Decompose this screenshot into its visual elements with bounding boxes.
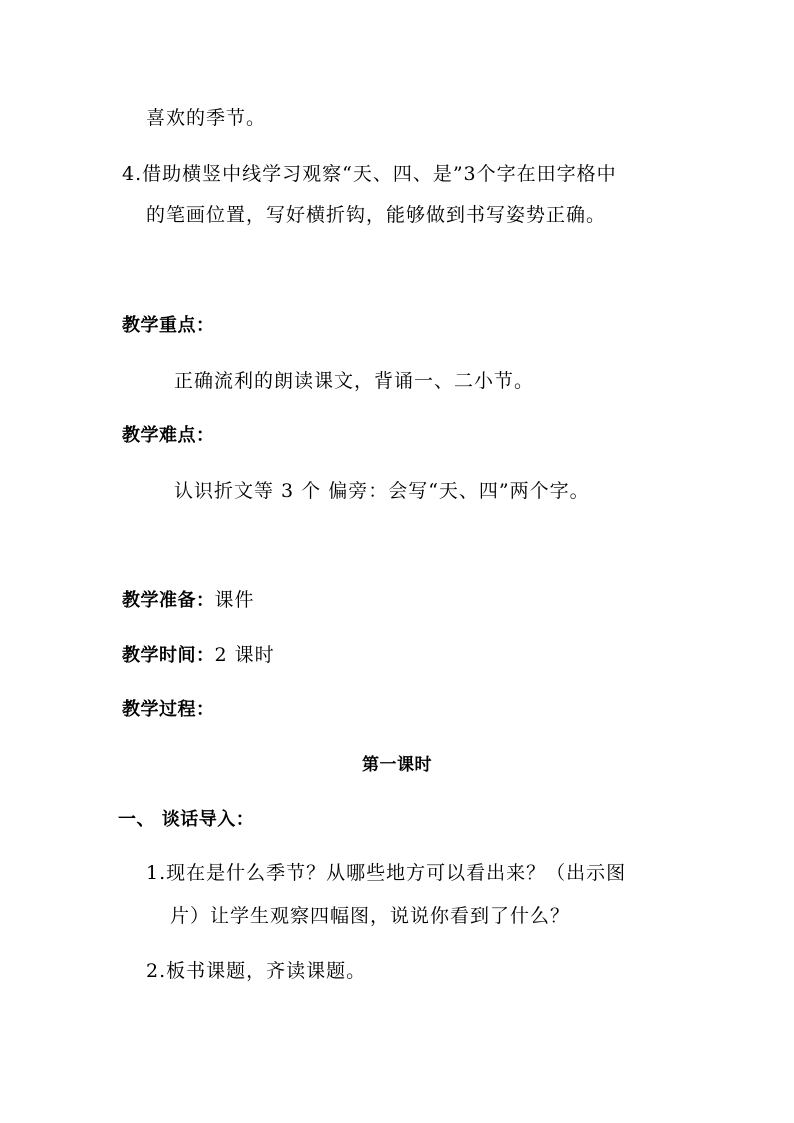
- section-1-heading: 一、 谈话导入：: [118, 809, 255, 830]
- objective-4-line-2: 的笔画位置，写好横折钩，能够做到书写姿势正确。: [146, 204, 607, 226]
- lesson-title: 第一课时: [362, 755, 432, 775]
- section-1-item-1-line-1: 1.现在是什么季节？从哪些地方可以看出来？（出示图: [146, 862, 627, 884]
- key-points-heading: 教学重点：: [122, 315, 215, 336]
- time-row: [122, 643, 275, 668]
- section-1-item-2: 2.板书课题，齐读课题。: [146, 960, 367, 982]
- difficult-points-heading: 教学难点：: [122, 425, 215, 446]
- process-heading: 教学过程：: [122, 699, 215, 720]
- preparation-value: 课件: [214, 589, 255, 611]
- objective-4-line-1: 4.借助横竖中线学习观察“天、四、是”3个字在田字格中: [122, 163, 617, 185]
- key-points-content: 正确流利的朗读课文，背诵一、二小节。: [174, 370, 535, 392]
- preparation-heading: 教学准备：: [122, 590, 215, 611]
- preparation-row: [122, 588, 255, 613]
- time-heading: 教学时间：: [122, 645, 215, 666]
- time-value: 2 课时: [214, 644, 275, 666]
- difficult-points-content: 认识折文等 3 个 偏旁：会写“天、四”两个字。: [174, 480, 590, 502]
- continuation-text: 喜欢的季节。: [146, 107, 267, 129]
- section-1-item-1-line-2: 片）让学生观察四幅图，说说你看到了什么？: [170, 905, 571, 927]
